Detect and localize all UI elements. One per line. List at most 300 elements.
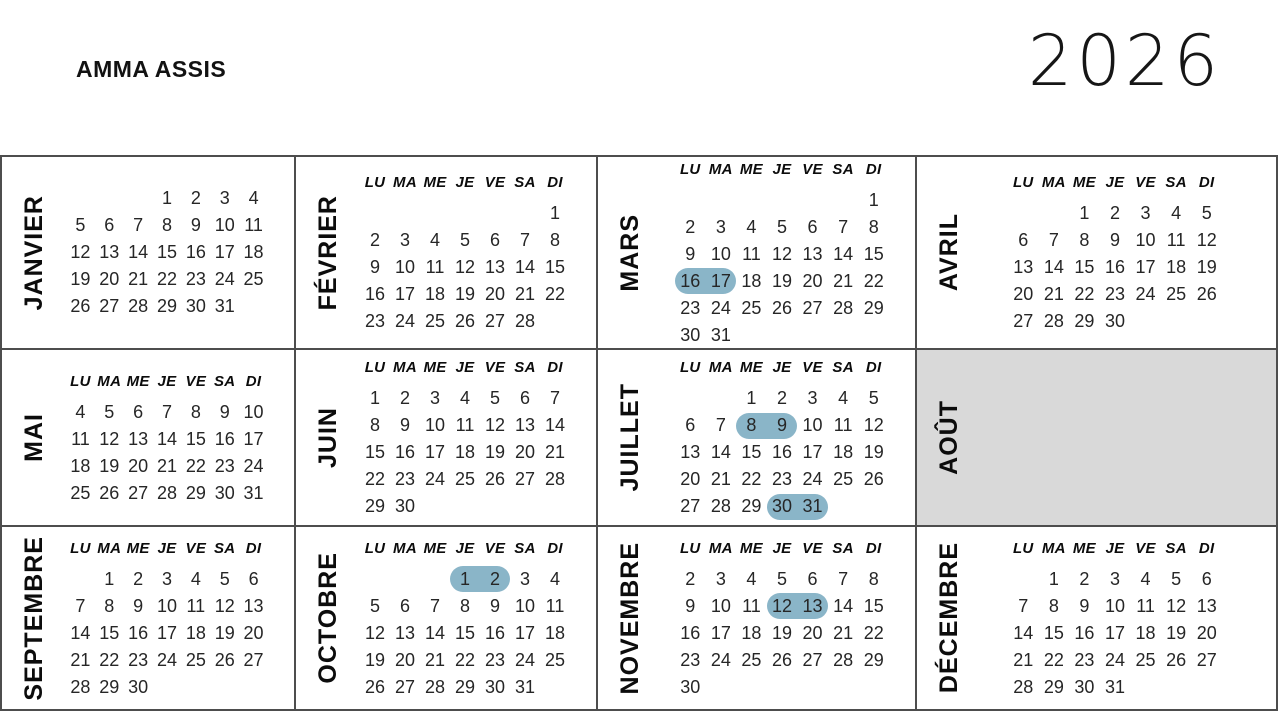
day-empty xyxy=(124,186,153,212)
day-janvier-10: 10 xyxy=(214,215,235,235)
month-cell-octobre xyxy=(296,527,598,709)
day-empty xyxy=(675,386,706,412)
day-mai-15: 15 xyxy=(185,428,206,449)
day-mai-10: 10 xyxy=(243,401,264,422)
day-decembre-22: 22 xyxy=(1043,649,1064,670)
month-label-wrap xyxy=(296,527,360,709)
day-of-week-header: JE xyxy=(157,539,177,557)
day-mars-23: 23 xyxy=(680,297,701,318)
day-empty xyxy=(420,494,450,520)
day-octobre-31: 31 xyxy=(514,676,536,697)
week-row xyxy=(675,494,889,520)
month-label: NOVEMBRE xyxy=(615,541,644,695)
day-decembre-19: 19 xyxy=(1166,622,1187,643)
month-body xyxy=(360,157,570,348)
month-cell-decembre xyxy=(917,527,1276,709)
day-decembre-3: 3 xyxy=(1109,568,1120,589)
day-novembre-15: 15 xyxy=(863,595,884,616)
day-of-week-header: JE xyxy=(1105,539,1125,557)
day-decembre-30: 30 xyxy=(1074,676,1095,697)
day-juillet-7: 7 xyxy=(715,415,726,435)
month-cell-novembre xyxy=(598,527,917,709)
day-janvier-27: 27 xyxy=(99,296,120,316)
day-mai-4: 4 xyxy=(75,401,86,422)
day-decembre-16: 16 xyxy=(1074,622,1095,643)
day-avril-10: 10 xyxy=(1135,230,1156,250)
day-empty xyxy=(797,187,828,213)
day-septembre-7: 7 xyxy=(75,595,86,616)
week-row xyxy=(1008,228,1222,254)
month-body xyxy=(675,527,889,709)
day-mars-28: 28 xyxy=(833,297,854,318)
week-row xyxy=(66,267,268,293)
day-mai-18: 18 xyxy=(70,455,91,476)
day-empty xyxy=(540,494,570,520)
day-octobre-15: 15 xyxy=(454,622,476,643)
day-mars-11: 11 xyxy=(742,243,761,264)
day-decembre-8: 8 xyxy=(1048,595,1059,616)
day-decembre-5: 5 xyxy=(1171,568,1182,589)
day-juillet-2: 2 xyxy=(776,388,787,408)
day-octobre-5: 5 xyxy=(369,595,380,616)
day-of-week-header: VE xyxy=(802,539,823,557)
week-row xyxy=(1008,201,1222,227)
month-body xyxy=(1008,350,1222,525)
day-empty xyxy=(1008,566,1039,592)
day-of-week-header: VE xyxy=(802,160,823,178)
day-octobre-20: 20 xyxy=(394,649,416,670)
week-row xyxy=(66,213,268,239)
day-fevrier-21: 21 xyxy=(514,284,536,304)
day-juillet-9: 9 xyxy=(767,413,798,439)
day-novembre-24: 24 xyxy=(710,649,731,670)
day-of-week-header: ME xyxy=(1072,539,1096,557)
day-mai-14: 14 xyxy=(156,428,177,449)
day-novembre-16: 16 xyxy=(680,622,701,643)
week-row xyxy=(360,494,570,520)
day-of-week-header: VE xyxy=(484,539,506,557)
day-of-week-header: DI xyxy=(245,372,262,390)
day-novembre-2: 2 xyxy=(685,568,696,589)
day-mars-6: 6 xyxy=(807,216,818,237)
day-octobre-2: 2 xyxy=(480,566,510,592)
day-janvier-31: 31 xyxy=(214,296,235,316)
week-row xyxy=(1008,593,1222,619)
day-novembre-12: 12 xyxy=(767,593,798,619)
day-juillet-11: 11 xyxy=(833,415,853,435)
day-juillet-22: 22 xyxy=(741,469,762,489)
day-mars-21: 21 xyxy=(833,270,854,291)
day-fevrier-12: 12 xyxy=(454,257,476,277)
day-empty xyxy=(767,674,798,700)
week-row xyxy=(1008,282,1222,308)
day-janvier-28: 28 xyxy=(128,296,149,316)
month-body xyxy=(66,350,268,525)
day-novembre-20: 20 xyxy=(802,622,823,643)
day-of-week-header: DI xyxy=(865,160,882,178)
day-novembre-29: 29 xyxy=(863,649,884,670)
day-empty xyxy=(828,674,859,700)
day-empty xyxy=(1008,201,1039,227)
day-juin-7: 7 xyxy=(549,388,560,408)
week-row xyxy=(66,647,268,673)
day-novembre-22: 22 xyxy=(863,622,884,643)
day-empty xyxy=(210,674,239,700)
day-juillet-16: 16 xyxy=(771,442,792,462)
day-septembre-11: 11 xyxy=(186,595,206,616)
month-label-wrap xyxy=(2,350,66,525)
day-mars-17: 17 xyxy=(706,268,737,294)
day-novembre-9: 9 xyxy=(685,595,696,616)
day-octobre-22: 22 xyxy=(454,649,476,670)
day-juillet-29: 29 xyxy=(741,496,762,516)
day-of-week-header: SA xyxy=(1165,539,1187,557)
day-avril-18: 18 xyxy=(1166,257,1187,277)
day-mars-29: 29 xyxy=(863,297,884,318)
month-label-wrap xyxy=(917,527,981,709)
day-juin-26: 26 xyxy=(484,469,506,489)
day-fevrier-27: 27 xyxy=(484,311,506,331)
day-of-week-header: SA xyxy=(832,539,854,557)
day-septembre-25: 25 xyxy=(185,649,206,670)
day-empty xyxy=(1161,309,1192,335)
year-label: 2026 xyxy=(1027,20,1222,102)
day-septembre-4: 4 xyxy=(190,568,201,589)
month-label: OCTOBRE xyxy=(313,552,342,684)
day-juillet-28: 28 xyxy=(710,496,731,516)
day-decembre-6: 6 xyxy=(1201,568,1212,589)
day-mai-22: 22 xyxy=(185,455,206,476)
day-mars-22: 22 xyxy=(863,270,884,291)
day-fevrier-13: 13 xyxy=(484,257,506,277)
day-decembre-29: 29 xyxy=(1043,676,1064,697)
day-of-week-header-row xyxy=(360,536,570,560)
day-of-week-header: ME xyxy=(423,174,447,191)
month-body xyxy=(66,527,268,709)
day-juillet-4: 4 xyxy=(838,388,849,408)
day-of-week-header: DI xyxy=(547,539,563,557)
day-empty xyxy=(736,187,767,213)
day-janvier-7: 7 xyxy=(133,215,144,235)
day-of-week-header: JE xyxy=(772,160,792,178)
day-empty xyxy=(95,186,124,212)
day-novembre-7: 7 xyxy=(838,568,849,589)
month-cell-septembre xyxy=(2,527,296,709)
day-janvier-29: 29 xyxy=(156,296,177,316)
day-of-week-header: ME xyxy=(1072,174,1096,191)
month-label-wrap xyxy=(296,157,360,348)
week-row xyxy=(360,593,570,619)
day-decembre-27: 27 xyxy=(1196,649,1217,670)
day-of-week-header: VE xyxy=(185,539,207,557)
month-body xyxy=(1008,157,1222,348)
day-mars-9: 9 xyxy=(685,243,696,264)
day-empty xyxy=(390,201,420,227)
day-octobre-7: 7 xyxy=(429,595,440,616)
month-body xyxy=(675,350,889,525)
day-novembre-30: 30 xyxy=(680,676,701,697)
week-row xyxy=(66,240,268,266)
day-septembre-10: 10 xyxy=(156,595,177,616)
day-avril-12: 12 xyxy=(1196,230,1217,250)
day-of-week-header: SA xyxy=(213,372,236,390)
week-row xyxy=(360,255,570,281)
week-row xyxy=(675,386,889,412)
day-of-week-header: SA xyxy=(832,359,854,376)
day-of-week-header: SA xyxy=(514,174,536,191)
day-of-week-header: ME xyxy=(423,539,447,557)
day-avril-4: 4 xyxy=(1171,203,1182,223)
day-decembre-13: 13 xyxy=(1196,595,1217,616)
day-of-week-header: MA xyxy=(97,539,122,557)
day-empty xyxy=(420,566,450,592)
month-label: MAI xyxy=(19,413,48,462)
day-octobre-21: 21 xyxy=(424,649,446,670)
day-of-week-header-row xyxy=(360,171,570,195)
day-empty xyxy=(736,322,767,348)
day-mars-26: 26 xyxy=(771,297,792,318)
month-cell-janvier xyxy=(2,157,296,350)
day-avril-5: 5 xyxy=(1201,203,1212,223)
day-empty xyxy=(450,201,480,227)
day-mai-12: 12 xyxy=(99,428,120,449)
day-empty xyxy=(420,201,450,227)
day-janvier-9: 9 xyxy=(190,215,201,235)
day-juin-18: 18 xyxy=(454,442,476,462)
day-janvier-12: 12 xyxy=(70,242,91,262)
week-row xyxy=(360,228,570,254)
week-row xyxy=(66,566,268,592)
day-fevrier-17: 17 xyxy=(394,284,416,304)
day-juin-20: 20 xyxy=(514,442,536,462)
day-of-week-header: SA xyxy=(514,539,536,557)
day-juin-17: 17 xyxy=(424,442,446,462)
day-novembre-4: 4 xyxy=(746,568,757,589)
day-mars-12: 12 xyxy=(771,243,792,264)
week-row xyxy=(360,309,570,335)
week-row xyxy=(66,674,268,700)
day-novembre-3: 3 xyxy=(715,568,726,589)
day-juin-13: 13 xyxy=(514,415,536,435)
day-octobre-13: 13 xyxy=(394,622,416,643)
day-janvier-2: 2 xyxy=(190,188,201,208)
day-mai-24: 24 xyxy=(243,455,264,476)
day-avril-3: 3 xyxy=(1140,203,1151,223)
day-empty xyxy=(360,566,390,592)
day-of-week-header: ME xyxy=(423,359,447,376)
day-empty xyxy=(828,494,859,520)
day-mai-7: 7 xyxy=(161,401,172,422)
month-label-wrap xyxy=(296,350,360,525)
day-of-week-header: JE xyxy=(157,372,177,390)
day-novembre-14: 14 xyxy=(833,595,854,616)
day-mars-3: 3 xyxy=(715,216,726,237)
day-septembre-19: 19 xyxy=(214,622,235,643)
day-of-week-header: DI xyxy=(1198,174,1215,191)
day-of-week-header: LU xyxy=(679,539,701,557)
day-septembre-28: 28 xyxy=(70,676,91,697)
day-empty xyxy=(828,187,859,213)
day-janvier-15: 15 xyxy=(156,242,177,262)
day-mars-19: 19 xyxy=(771,270,792,291)
day-janvier-14: 14 xyxy=(128,242,149,262)
calendar-grid xyxy=(0,155,1278,711)
day-decembre-15: 15 xyxy=(1043,622,1064,643)
day-octobre-8: 8 xyxy=(459,595,470,616)
day-septembre-18: 18 xyxy=(185,622,206,643)
day-of-week-header: MA xyxy=(708,359,733,376)
day-novembre-19: 19 xyxy=(771,622,792,643)
month-cell-avril xyxy=(917,157,1276,350)
day-juin-29: 29 xyxy=(364,496,386,516)
week-row xyxy=(675,566,889,592)
day-of-week-header: JE xyxy=(1105,174,1125,191)
day-avril-23: 23 xyxy=(1104,284,1125,304)
day-novembre-28: 28 xyxy=(833,649,854,670)
day-of-week-header-row xyxy=(66,369,268,393)
month-cell-aout xyxy=(917,350,1276,527)
day-mai-16: 16 xyxy=(214,428,235,449)
day-mars-15: 15 xyxy=(863,243,884,264)
day-juillet-12: 12 xyxy=(863,415,884,435)
day-empty xyxy=(480,201,510,227)
day-of-week-header-row xyxy=(675,356,889,380)
week-row xyxy=(1008,566,1222,592)
day-septembre-20: 20 xyxy=(243,622,264,643)
week-row xyxy=(66,593,268,619)
day-of-week-header: DI xyxy=(547,174,563,191)
day-janvier-1: 1 xyxy=(161,188,172,208)
month-cell-fevrier xyxy=(296,157,598,350)
day-empty xyxy=(450,494,480,520)
day-of-week-header-row xyxy=(675,536,889,560)
day-octobre-28: 28 xyxy=(424,676,446,697)
week-row xyxy=(675,620,889,646)
day-decembre-2: 2 xyxy=(1079,568,1090,589)
day-fevrier-10: 10 xyxy=(394,257,416,277)
day-janvier-20: 20 xyxy=(99,269,120,289)
day-octobre-24: 24 xyxy=(514,649,536,670)
day-empty xyxy=(1039,201,1070,227)
day-fevrier-4: 4 xyxy=(429,230,440,250)
day-mai-19: 19 xyxy=(99,455,120,476)
day-octobre-11: 11 xyxy=(545,595,565,616)
day-of-week-header: MA xyxy=(97,372,122,390)
day-juin-3: 3 xyxy=(429,388,440,408)
day-decembre-14: 14 xyxy=(1013,622,1034,643)
day-of-week-header: DI xyxy=(245,539,262,557)
day-juillet-27: 27 xyxy=(680,496,701,516)
day-novembre-26: 26 xyxy=(771,649,792,670)
day-juillet-15: 15 xyxy=(741,442,762,462)
day-mars-20: 20 xyxy=(802,270,823,291)
day-mars-25: 25 xyxy=(741,297,762,318)
day-empty xyxy=(767,322,798,348)
day-empty xyxy=(390,566,420,592)
day-mars-2: 2 xyxy=(685,216,696,237)
day-of-week-header: MA xyxy=(1041,539,1066,557)
day-of-week-header: VE xyxy=(1135,539,1156,557)
day-of-week-header: ME xyxy=(739,160,763,178)
week-row xyxy=(360,647,570,673)
month-label-wrap xyxy=(2,527,66,709)
day-of-week-header: DI xyxy=(1198,539,1215,557)
day-janvier-3: 3 xyxy=(219,188,230,208)
day-mai-30: 30 xyxy=(214,482,235,503)
day-avril-26: 26 xyxy=(1196,284,1217,304)
day-empty xyxy=(706,674,737,700)
day-of-week-header-row xyxy=(66,536,268,560)
day-mars-4: 4 xyxy=(746,216,757,237)
month-cell-mai xyxy=(2,350,296,527)
day-empty xyxy=(1130,674,1161,700)
day-juillet-20: 20 xyxy=(680,469,701,489)
day-octobre-25: 25 xyxy=(544,649,566,670)
month-label-wrap xyxy=(598,157,662,348)
week-row xyxy=(675,241,889,267)
day-septembre-21: 21 xyxy=(70,649,91,670)
day-juillet-18: 18 xyxy=(833,442,854,462)
day-juillet-10: 10 xyxy=(802,415,823,435)
day-empty xyxy=(858,674,889,700)
day-avril-27: 27 xyxy=(1013,311,1034,331)
day-fevrier-15: 15 xyxy=(544,257,566,277)
day-juillet-1: 1 xyxy=(746,388,757,408)
week-row xyxy=(1008,620,1222,646)
day-juin-11: 11 xyxy=(455,415,475,435)
month-label-wrap xyxy=(598,527,662,709)
day-juillet-14: 14 xyxy=(710,442,731,462)
week-row xyxy=(360,674,570,700)
day-decembre-20: 20 xyxy=(1196,622,1217,643)
day-of-week-header: JE xyxy=(455,539,475,557)
month-label-wrap xyxy=(2,157,66,348)
week-row xyxy=(360,467,570,493)
day-septembre-17: 17 xyxy=(156,622,177,643)
day-juin-16: 16 xyxy=(394,442,416,462)
day-of-week-header-row xyxy=(360,356,570,380)
day-octobre-14: 14 xyxy=(424,622,446,643)
day-of-week-header: VE xyxy=(185,372,207,390)
month-cell-juin xyxy=(296,350,598,527)
day-empty xyxy=(1191,309,1222,335)
week-row xyxy=(675,413,889,439)
day-septembre-9: 9 xyxy=(133,595,144,616)
day-avril-22: 22 xyxy=(1074,284,1095,304)
owner-title: AMMA ASSIS xyxy=(76,56,227,82)
day-juin-30: 30 xyxy=(394,496,416,516)
day-juin-14: 14 xyxy=(544,415,566,435)
day-juillet-19: 19 xyxy=(863,442,884,462)
day-of-week-header: VE xyxy=(802,359,823,376)
day-mai-21: 21 xyxy=(156,455,177,476)
day-decembre-1: 1 xyxy=(1048,568,1059,589)
day-of-week-header: LU xyxy=(1012,174,1034,191)
day-septembre-16: 16 xyxy=(128,622,149,643)
day-of-week-header: JE xyxy=(772,539,792,557)
month-label: JANVIER xyxy=(19,194,48,311)
day-septembre-3: 3 xyxy=(161,568,172,589)
day-of-week-header: LU xyxy=(1012,539,1034,557)
day-empty xyxy=(239,674,268,700)
day-avril-29: 29 xyxy=(1074,311,1095,331)
day-juin-6: 6 xyxy=(519,388,530,408)
month-label: AVRIL xyxy=(934,213,963,292)
day-octobre-16: 16 xyxy=(484,622,506,643)
month-label-wrap xyxy=(917,157,981,348)
day-decembre-7: 7 xyxy=(1018,595,1029,616)
day-decembre-21: 21 xyxy=(1013,649,1034,670)
